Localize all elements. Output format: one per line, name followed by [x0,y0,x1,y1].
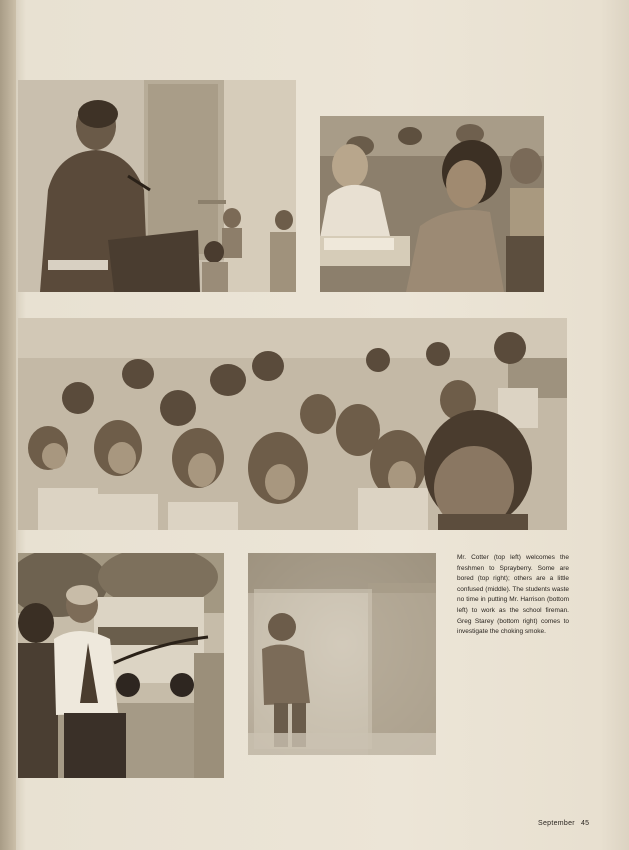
page-footer [538,820,589,827]
page-number: 45 [580,820,590,827]
page-spine-shadow [0,0,16,850]
photo-mr-harrison-fireman [18,553,224,778]
photo-confused-students [18,318,567,530]
footer-month: September [538,820,575,827]
photo-greg-starey-smoke [248,553,436,755]
photo-speaker-at-podium [18,80,296,292]
photo-bored-students [320,116,544,292]
photo-caption: Mr. Cotter (top left) welcomes the freshmen to Sprayberry. Some are bored (top right); others are a little confused (middle). The students waste no time in putting Mr. Harrison (bottom left) to work as the school fireman. Greg Starey (bottom right) comes to investigate the choking smoke. [457,554,569,636]
